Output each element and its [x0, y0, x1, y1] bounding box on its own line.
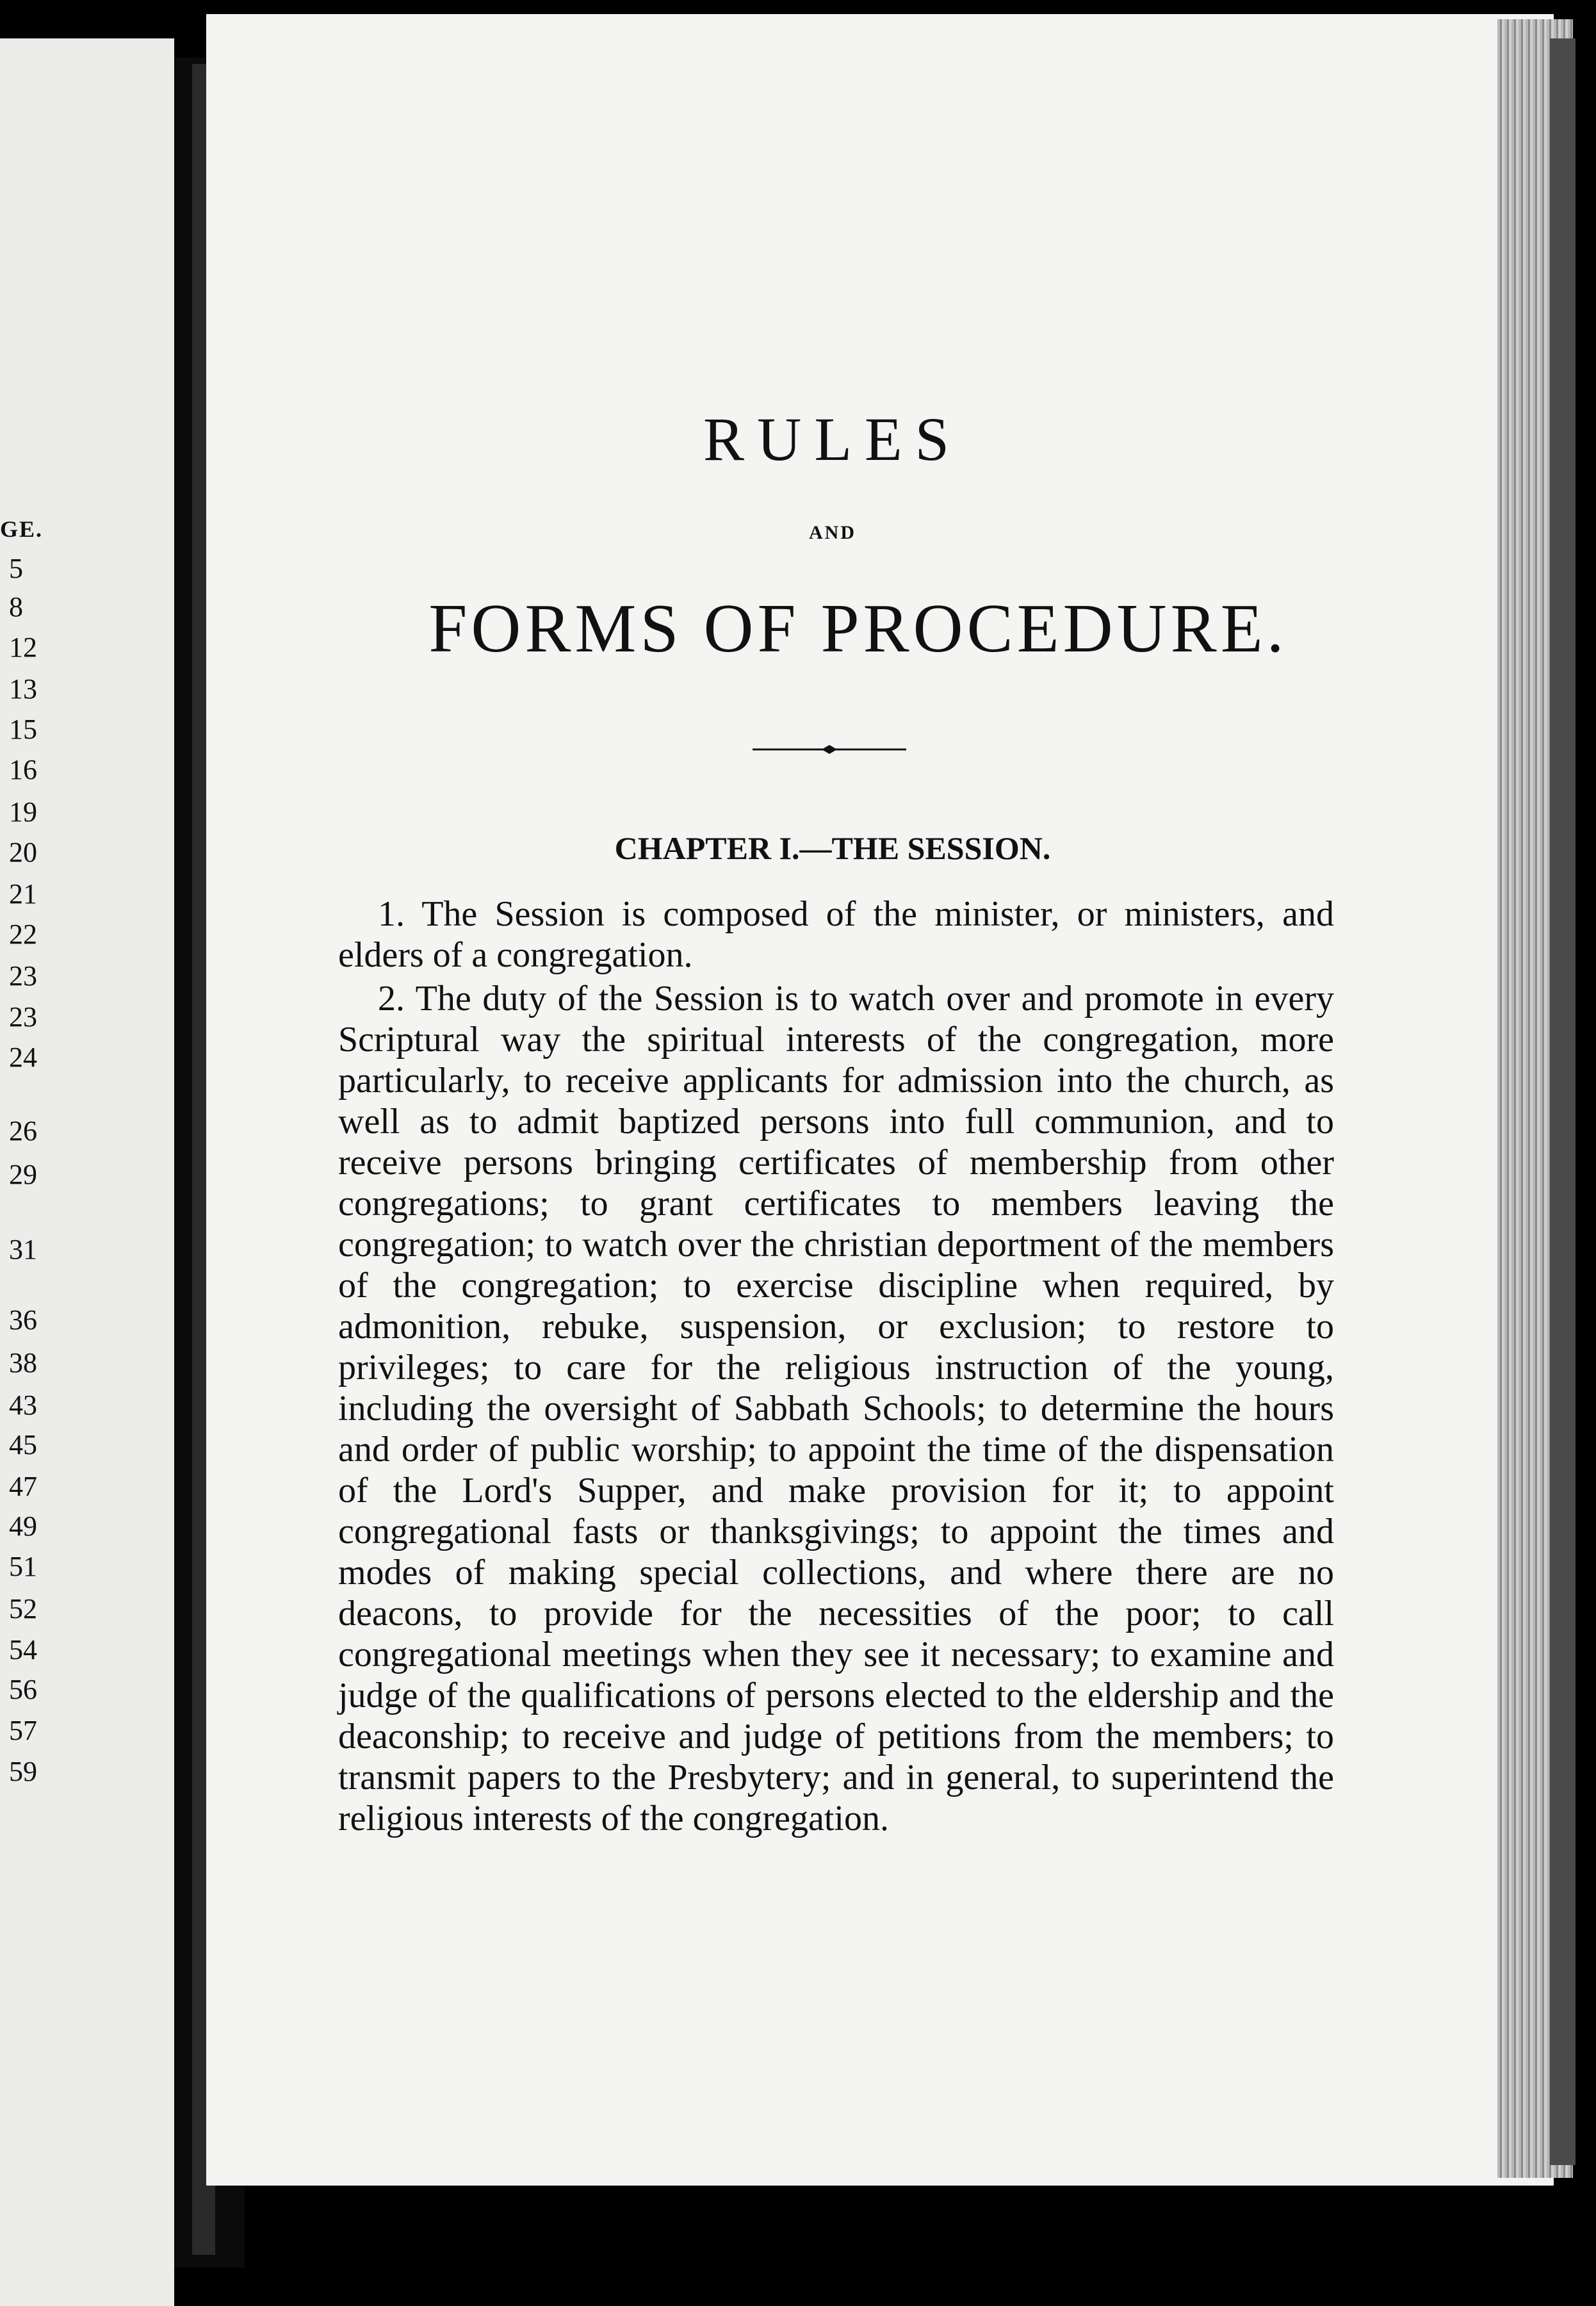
page-number: 54 [9, 1634, 37, 1665]
page-number: 13 [9, 673, 37, 705]
paragraph: 2. The duty of the Session is to watch over and promote in every Scriptural way the spiritual interests of the congregation, more particularly, to receive applicants for admission into the church, as well as to admit baptized persons into full communion, and to receive persons bringing certificates of membership from other congregations; to grant certificates to members leaving the congregation; to watch over the christian deportment of the members of the congregation; to exercise discipline when required, by admonition, rebuke, suspension, or exclusion; to restore to privileges; to care for the religious instruction of the young, including the oversight of Sabbath Schools; to determine the hours and order of public worship; to appoint the time of the dispensation of the Lord's Supper, and make provision for it; to appoint congregational fasts or thanksgivings; to appoint the times and modes of making special collections, and where there are no deacons, to provide for the necessities of the poor; to call congregational meetings when they see it necessary; to examine and judge of the qualifications of persons elected to the eldership and the deaconship; to receive and judge of petitions from the members; to transmit papers to the Presbytery; and in general, to superintend the religious interests of the congregation. [338, 979, 1334, 1838]
paragraph: 1. The Session is composed of the minister, or ministers, and elders of a congregation. [338, 894, 1334, 975]
page-number: 23 [9, 960, 37, 992]
page-number: 52 [9, 1593, 37, 1624]
page-number: 29 [9, 1159, 37, 1190]
page-number: 8 [9, 591, 23, 623]
page-edge-shadow [1550, 38, 1576, 2165]
page-number: 57 [9, 1715, 37, 1746]
page-number: 59 [9, 1756, 37, 1787]
page-number: 24 [9, 1042, 37, 1073]
page-number: 36 [9, 1304, 37, 1336]
page-number: 21 [9, 878, 37, 910]
page-number: 47 [9, 1471, 37, 1502]
page-number: 45 [9, 1429, 37, 1460]
page-number: 26 [9, 1115, 37, 1147]
page-number: 51 [9, 1551, 37, 1582]
chapter-heading: CHAPTER I.—THE SESSION. [614, 830, 1051, 866]
page-number: 16 [9, 754, 37, 785]
page-number: 49 [9, 1510, 37, 1542]
page-number: 43 [9, 1389, 37, 1421]
page-number: 19 [9, 796, 37, 828]
title-ornament-divider [753, 744, 906, 755]
body-text [338, 894, 1334, 1839]
page-number: 20 [9, 837, 37, 868]
page-number: 38 [9, 1347, 37, 1378]
page-number: 22 [9, 919, 37, 950]
page-number: 5 [9, 553, 23, 584]
page-number: 31 [9, 1234, 37, 1265]
document-title: RULES [703, 405, 963, 473]
page-number: 15 [9, 714, 37, 745]
title-connector: AND [809, 522, 856, 543]
document-subtitle: FORMS OF PROCEDURE. [428, 591, 1288, 667]
page-number: 56 [9, 1674, 37, 1705]
page-number: 23 [9, 1001, 37, 1033]
page-number: 12 [9, 632, 37, 663]
page-column-header: GE. [0, 516, 44, 542]
